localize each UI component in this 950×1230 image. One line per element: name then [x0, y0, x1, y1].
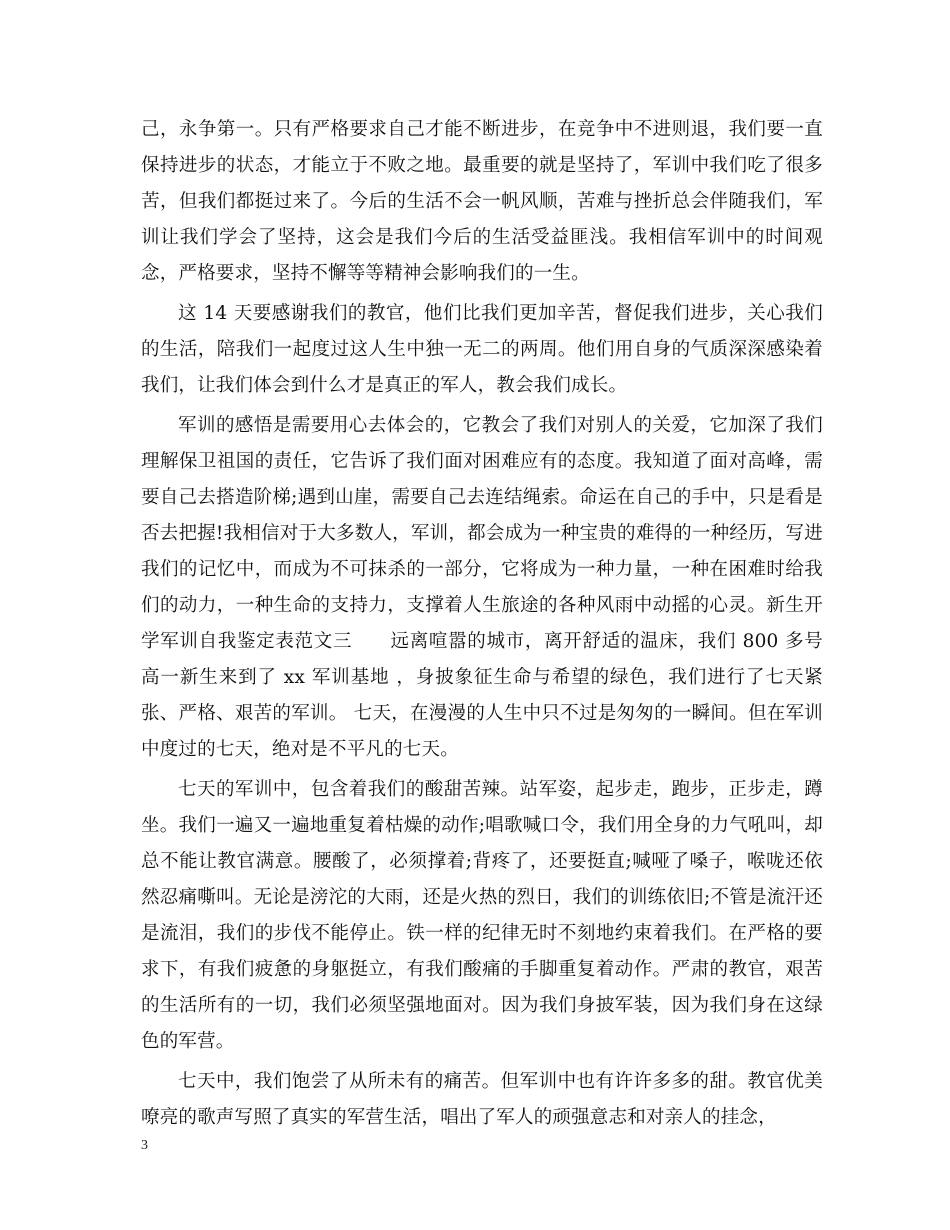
page-number: 3 — [141, 1138, 148, 1153]
paragraph-1: 己，永争第一。只有严格要求自己才能不断进步，在竞争中不进则退，我们要一直保持进步的状态，才能立于不败之地。最重要的就是坚持了，军训中我们吃了很多苦，但我们都挺过来了。今后的生活不会一帆风顺，苦难与挫折总会伴随我们，军训让我们学会了坚持，这会是我们今后的生活受益匪浅。我相信军训中的时间观念，严格要求，坚持不懈等等精神会影响我们的一生。 — [141, 119, 823, 284]
body-text — [141, 112, 823, 1140]
paragraph-4: 七天的军训中，包含着我们的酸甜苦辣。站军姿，起步走，跑步，正步走，蹲坐。我们一遍又一遍地重复着枯燥的动作;唱歌喊口令，我们用全身的力气吼叫，却总不能让教官满意。腰酸了，必须撑着;背疼了，还要挺直;喊哑了嗓子，喉咙还依然忍痛嘶叫。无论是滂沱的大雨，还是火热的烈日，我们的训练依旧;不管是流汗还是流泪，我们的步伐不能停止。铁一样的纪律无时不刻地约束着我们。在严格的要求下，有我们疲惫的身躯挺立，有我们酸痛的手脚重复着动作。严肃的教官，艰苦的生活所有的一切，我们必须坚强地面对。因为我们身披军装，因为我们身在这绿色的军营。 — [141, 779, 823, 1052]
paragraph-2: 这 14 天要感谢我们的教官，他们比我们更加辛苦，督促我们进步，关心我们的生活，陪我们一起度过这人生中独一无二的两周。他们用自身的气质深深感染着我们，让我们体会到什么才是真正的军人，教会我们成长。 — [141, 303, 823, 396]
paragraph-3: 军训的感悟是需要用心去体会的，它教会了我们对别人的关爱，它加深了我们理解保卫祖国的责任，它告诉了我们面对困难应有的态度。我知道了面对高峰，需要自己去搭造阶梯;遇到山崖，需要自己去连结绳索。命运在自己的手中，只是看是否去把握!我相信对于大多数人，军训，都会成为一种宝贵的难得的一种经历，写进我们的记忆中，而成为不可抹杀的一部分，它将成为一种力量，一种在困难时给我们的动力，一种生命的支持力，支撑着人生旅途的各种风雨中动摇的心灵。新生开学军训自我鉴定表范文三 远离喧嚣的城市，离开舒适的温床，我们 800 多号高一新生来到了 xx 军训基地 ，身披象征生命与希望的绿色，我们进行了七天紧张、严格、艰苦的军训。 七天，在漫漫的人生中只不过是匆匆的一瞬间。但在军训中度过的七天，绝对是不平凡的七天。 — [141, 415, 823, 760]
paragraph-5: 七天中，我们饱尝了从所未有的痛苦。但军训中也有许许多多的甜。教官优美嘹亮的歌声写照了真实的军营生活，唱出了军人的顽强意志和对亲人的挂念， — [141, 1071, 823, 1128]
